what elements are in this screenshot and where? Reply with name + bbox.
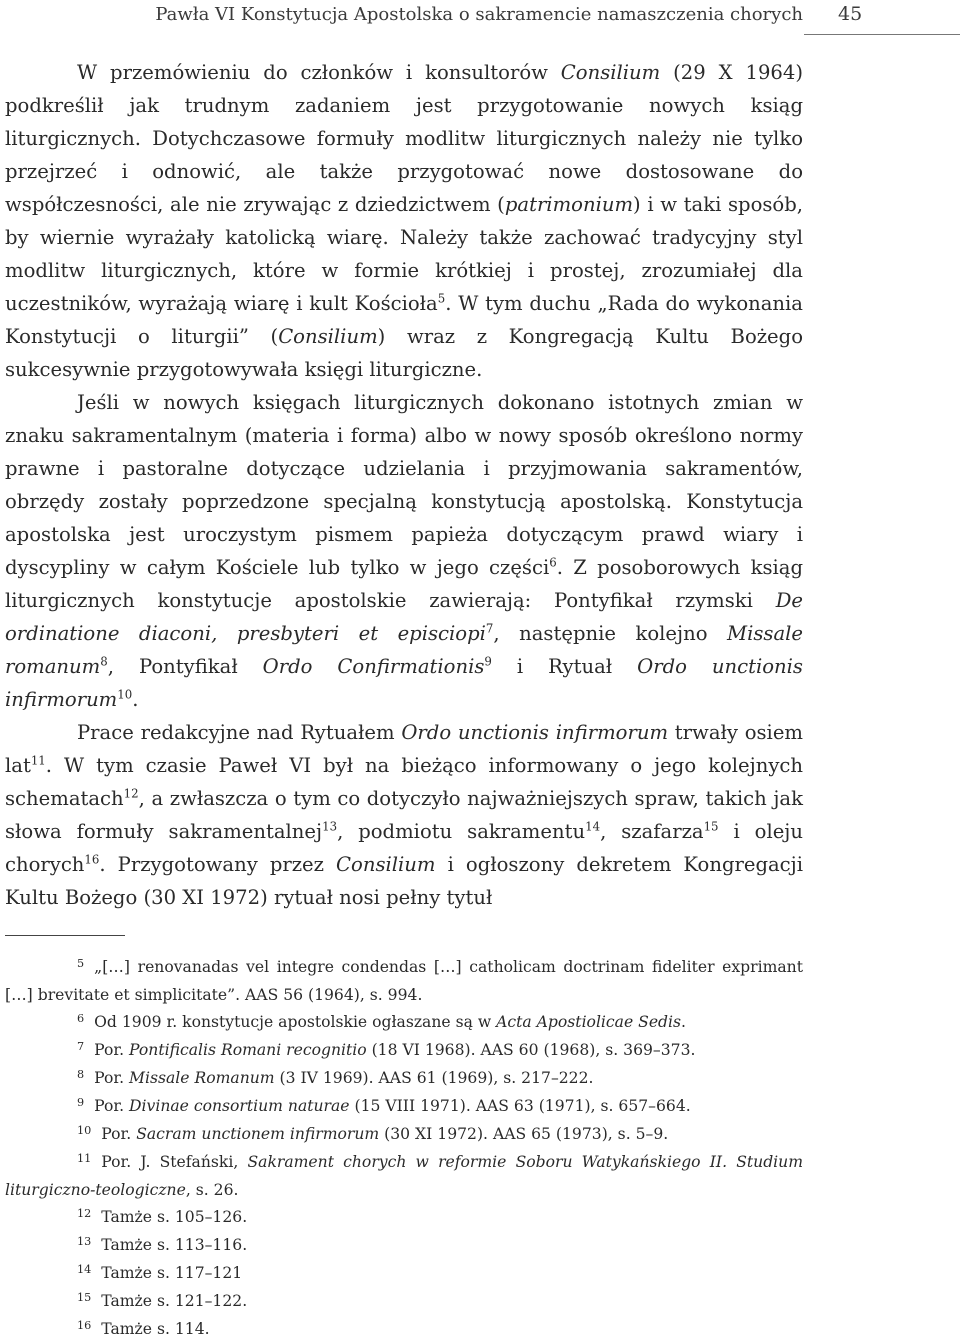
footnote: [5, 1121, 803, 1149]
text-run: Por.: [94, 1097, 130, 1115]
footnote-number: 10: [77, 1123, 92, 1137]
text-run: Por.: [94, 1069, 130, 1087]
text-run: , podmiotu sakramentu: [337, 820, 586, 843]
paragraph: [5, 716, 803, 914]
text-run: Tamże s. 114.: [101, 1320, 210, 1338]
text-run: Od 1909 r. konstytucje apostolskie ogłaszane są w: [94, 1013, 497, 1031]
footnotes: [5, 954, 803, 1344]
italic-text: Acta Apostiolicae Sedis: [496, 1013, 682, 1031]
italic-text: Ordo unctionis infirmorum: [401, 721, 669, 744]
text-run: Tamże s. 113–116.: [101, 1236, 248, 1254]
footnote: [5, 1204, 803, 1232]
text-run: .: [132, 688, 139, 711]
footnote-number: 12: [77, 1206, 92, 1220]
footnote-ref: 9: [484, 654, 492, 669]
footnote-ref: 11: [30, 753, 46, 768]
paragraph: [5, 386, 803, 716]
italic-text: Consilium: [278, 325, 378, 348]
footnote-number: 11: [77, 1151, 92, 1165]
footnote-ref: 10: [117, 687, 133, 702]
italic-text: Consilium: [560, 61, 661, 84]
italic-text: Ordo unctionis infirmorum: [5, 655, 803, 711]
footnote-number: 14: [77, 1262, 92, 1276]
italic-text: Sakrament chorych w reformie Soboru Watykańskiego II. Studium liturgiczno-teologiczne: [5, 1153, 803, 1199]
footnote: [5, 1260, 803, 1288]
footnote: [5, 1288, 803, 1316]
text-run: Tamże s. 121–122.: [101, 1292, 248, 1310]
running-header-title: Pawła VI Konstytucja Apostolska o sakramencie namaszczenia chorych: [155, 4, 803, 25]
footnote-number: 7: [77, 1039, 85, 1053]
footnote-number: 15: [77, 1290, 92, 1304]
text-run: Tamże s. 105–126.: [101, 1208, 248, 1226]
italic-text: Ordo Confirmationis: [262, 655, 485, 678]
footnote: [5, 1009, 803, 1037]
footnote-number: 13: [77, 1234, 92, 1248]
footnote: [5, 1232, 803, 1260]
italic-text: Missale Romanum: [129, 1069, 275, 1087]
footnote-number: 16: [77, 1318, 92, 1332]
footnote-separator: [5, 935, 125, 936]
italic-text: Sacram unctionem infirmorum: [136, 1125, 380, 1143]
footnote: [5, 1093, 803, 1121]
text-run: (30 XI 1972). AAS 65 (1973), s. 5–9.: [379, 1125, 669, 1143]
text-run: .: [681, 1013, 686, 1031]
footnote-ref: 6: [549, 555, 557, 570]
page-number: 45: [838, 3, 863, 25]
text-run: Por.: [94, 1041, 130, 1059]
footnote-ref: 5: [437, 291, 446, 306]
text-run: trwały osiem lat: [5, 721, 803, 777]
text-run: . W tym duchu „Rada do wykonania Konstytucji o liturgii” (: [5, 292, 803, 348]
text-run: Jeśli w nowych księgach liturgicznych dokonano istotnych zmian w znaku sakramentalnym (materia i forma) albo w nowy sposób określono normy prawne i pastoralne dotyczące udzielania i przyjmowania sakramentów, obrzędy zostały poprzedzone specjalną konstytucją apostolską. Konstytucja apostolska jest uroczystym pismem papieża dotyczącym prawd wiary i dyscypliny w całym Kościele lub tylko w jego części: [5, 391, 803, 579]
footnote-ref: 15: [703, 819, 719, 834]
text-run: , Pontyfikał: [107, 655, 263, 678]
italic-text: De ordinatione diaconi, presbyteri et episciopi: [5, 589, 803, 645]
text-run: (18 VI 1968). AAS 60 (1968), s. 369–373.: [366, 1041, 696, 1059]
footnote-number: 6: [77, 1011, 85, 1025]
text-run: „[…] renovanadas vel integre condendas […] catholicam doctrinam fideliter exprimant […] brevitate et simplicitate”. AAS 56 (1964), s. 994.: [5, 958, 803, 1004]
footnote-ref: 8: [100, 654, 108, 669]
italic-text: patrimonium: [504, 193, 634, 216]
text-run: . Z posoborowych ksiąg liturgicznych konstytucje apostolskie zawierają: Pontyfikał rzymski: [5, 556, 804, 612]
text-run: i ogłoszony dekretem Kongregacji Kultu Bożego (30 XI 1972) rytuał nosi pełny tytuł: [5, 853, 803, 909]
footnote-ref: 13: [322, 819, 338, 834]
text-run: (3 IV 1969). AAS 61 (1969), s. 217–222.: [274, 1069, 594, 1087]
text-run: . W tym czasie Paweł VI był na bieżąco informowany o jego kolejnych schematach: [5, 754, 803, 810]
text-run: Prace redakcyjne nad Rytuałem: [77, 721, 402, 744]
header-rule: [804, 34, 960, 35]
text-run: , s. 26.: [185, 1181, 239, 1199]
footnote: [5, 1037, 803, 1065]
italic-text: Pontificalis Romani recognitio: [129, 1041, 367, 1059]
footnote-number: 5: [77, 956, 85, 970]
text-run: , następnie kolejno: [493, 622, 728, 645]
footnote-ref: 7: [485, 621, 494, 636]
italic-text: Missale romanum: [5, 622, 803, 678]
footnote: [5, 954, 803, 1009]
footnote: [5, 1316, 803, 1344]
text-run: (15 VIII 1971). AAS 63 (1971), s. 657–664.: [349, 1097, 691, 1115]
italic-text: Consilium: [336, 853, 436, 876]
footnote-number: 8: [77, 1067, 85, 1081]
footnote-ref: 12: [123, 786, 139, 801]
running-header: [0, 0, 960, 34]
footnote-ref: 16: [84, 852, 100, 867]
text-run: i Rytuał: [491, 655, 638, 678]
text-run: Por. J. Stefański,: [101, 1153, 248, 1171]
text-run: , szafarza: [600, 820, 704, 843]
text-run: ) i w taki sposób, by wiernie wyrażały katolicką wiarę. Należy także zachować tradycyjny styl modlitw liturgicznych, które w formie krótkiej i prostej, zrozumiałej dla uczestników, wyrażają wiarę i kult Kościoła: [5, 193, 803, 315]
text-run: . Przygotowany przez: [99, 853, 337, 876]
footnote-ref: 14: [585, 819, 601, 834]
text-run: , a zwłaszcza o tym co dotyczyło najważniejszych spraw, takich jak słowa formuły sakramentalnej: [5, 787, 803, 843]
text-run: ) wraz z Kongregacją Kultu Bożego sukcesywnie przygotowywała księgi liturgiczne.: [5, 325, 803, 381]
footnote: [5, 1065, 803, 1093]
text-run: W przemówieniu do członków i konsultorów: [77, 61, 561, 84]
footnote-number: 9: [77, 1095, 85, 1109]
italic-text: Divinae consortium naturae: [129, 1097, 350, 1115]
main-text: [5, 56, 803, 914]
paragraph: [5, 56, 803, 386]
text-run: (29 X 1964) podkreślił jak trudnym zadaniem jest przygotowanie nowych ksiąg liturgicznych. Dotychczasowe formuły modlitw liturgicznych należy nie tylko przejrzeć i odnowić, ale także przygotować nowe dostosowane do współczesności, ale nie zrywając z dziedzictwem (: [5, 61, 803, 216]
text-run: i oleju chorych: [5, 820, 803, 876]
text-run: Tamże s. 117–121: [101, 1264, 243, 1282]
text-run: Por.: [101, 1125, 137, 1143]
footnote: [5, 1149, 803, 1204]
